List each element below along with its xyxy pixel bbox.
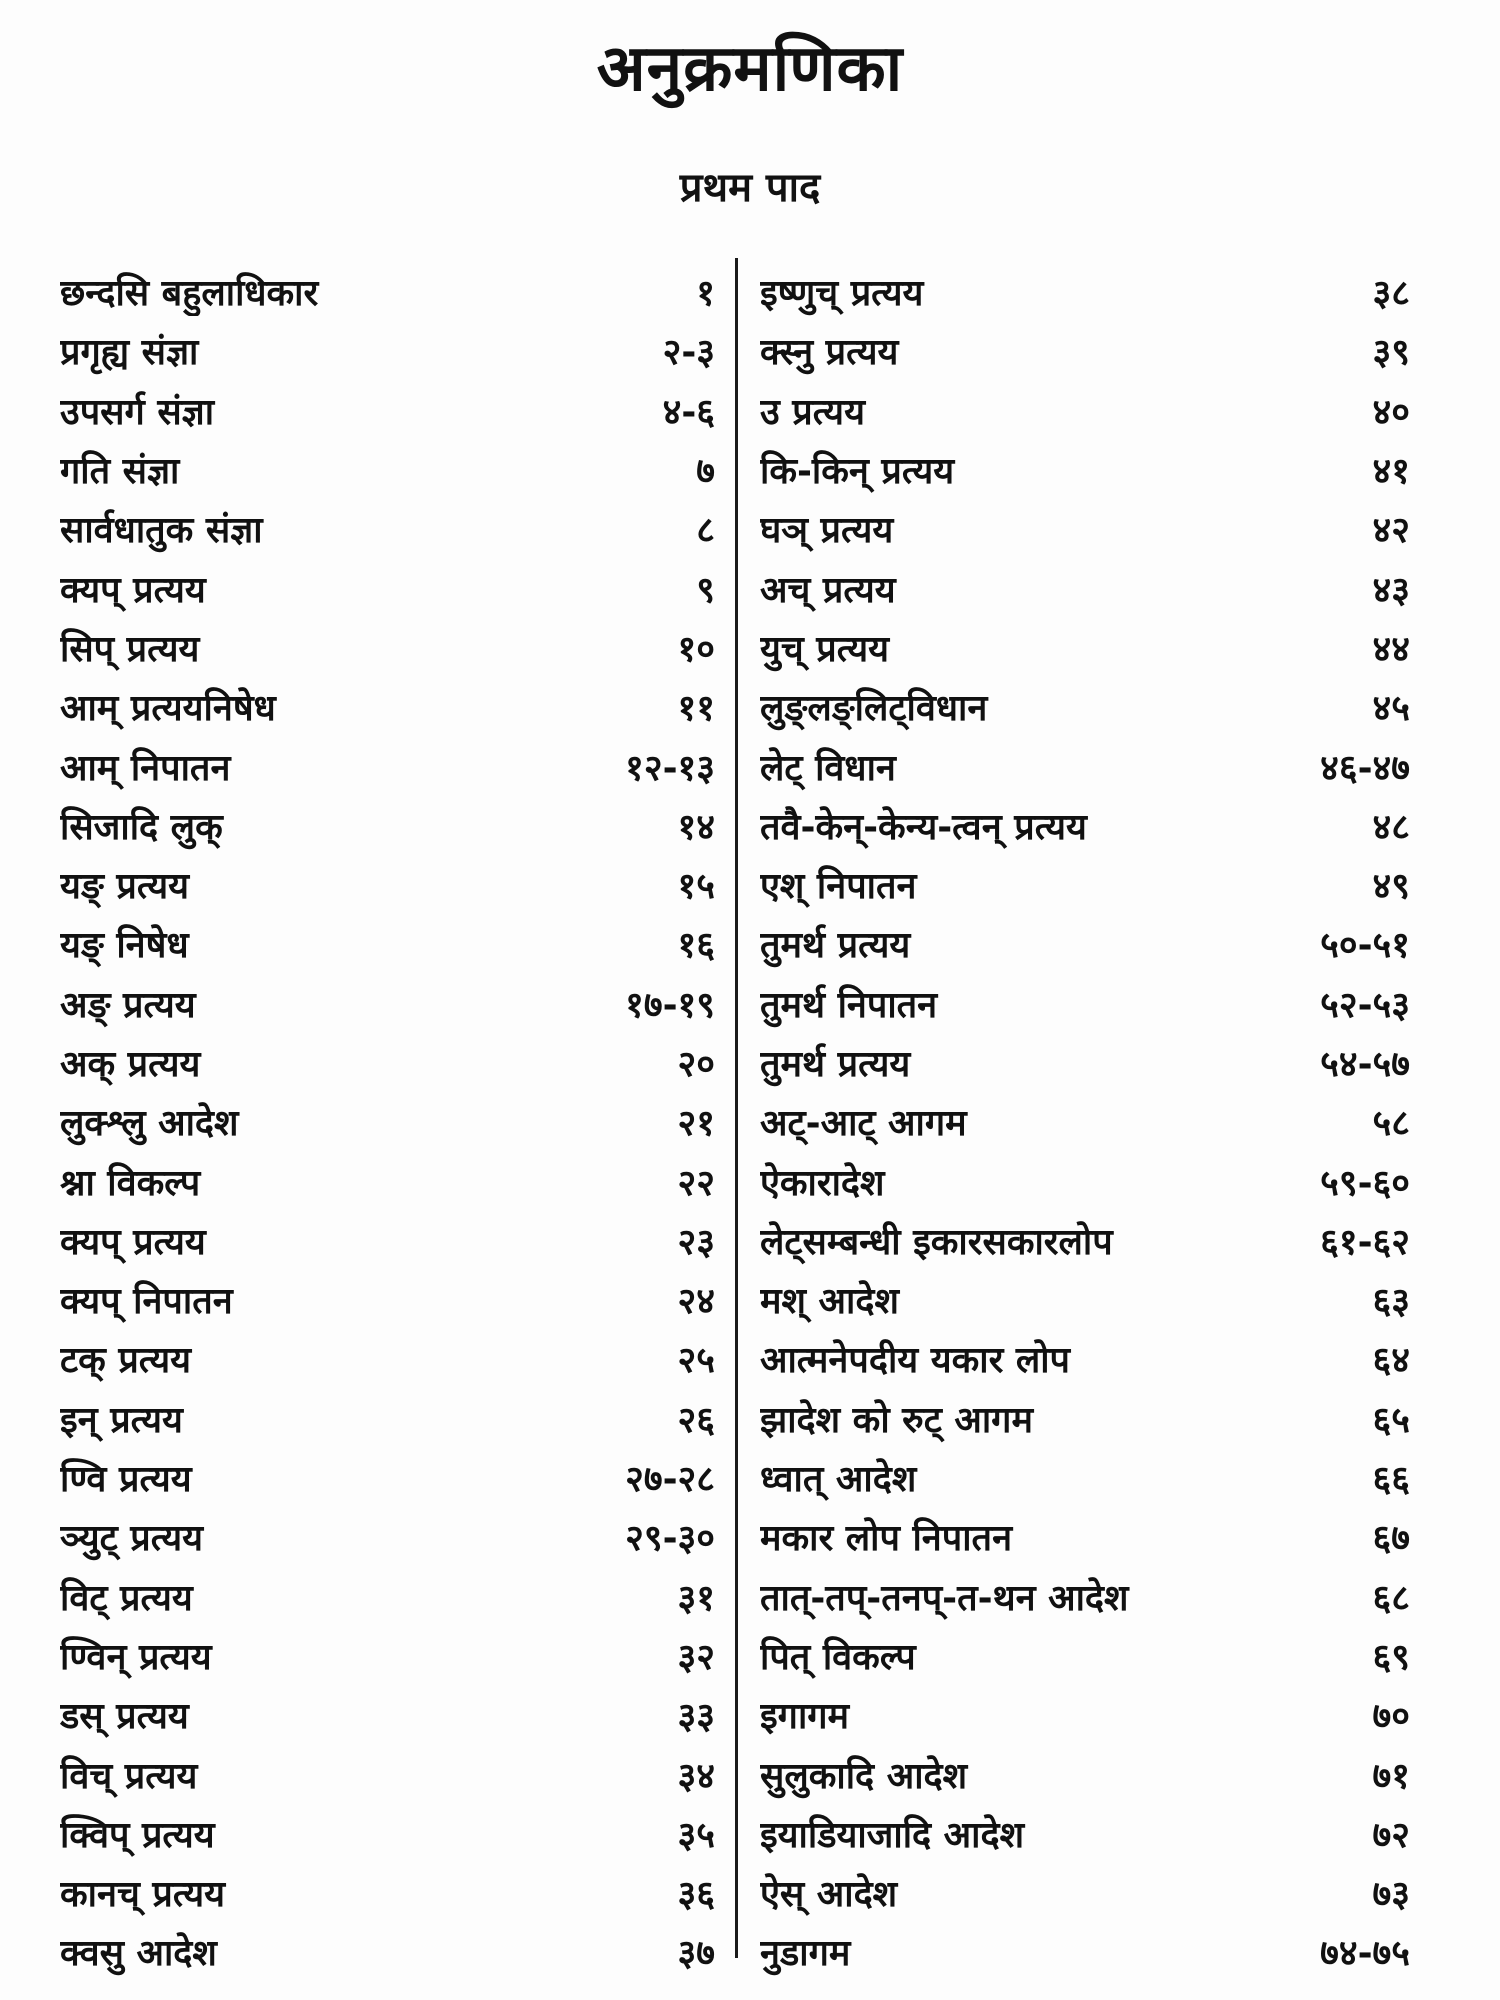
index-entry xyxy=(60,1211,715,1270)
index-entry xyxy=(760,1270,1410,1329)
entry-label: कि-किन् प्रत्यय xyxy=(760,451,955,493)
entry-label: नुडागम xyxy=(760,1933,851,1975)
entry-label: ध्वात् आदेश xyxy=(760,1459,917,1501)
entry-page-number: ५२-५३ xyxy=(1320,984,1410,1026)
entry-page-number: ५४-५७ xyxy=(1320,1044,1410,1085)
page-title: अनुक्रमणिका xyxy=(596,32,904,106)
entry-page-number: ६६ xyxy=(1372,1459,1410,1501)
entry-page-number: ४४ xyxy=(1372,628,1410,670)
entry-page-number: ३१ xyxy=(677,1577,715,1619)
entry-page-number: २३ xyxy=(677,1221,715,1263)
entry-page-number: ४५ xyxy=(1372,688,1410,730)
entry-label: कानच् प्रत्यय xyxy=(60,1874,226,1916)
entry-label: श्ना विकल्प xyxy=(60,1162,201,1204)
entry-page-number: ७ xyxy=(696,451,715,493)
index-entry xyxy=(760,1033,1410,1092)
entry-page-number: ७३ xyxy=(1372,1874,1410,1916)
entry-page-number: ३८ xyxy=(1372,273,1410,315)
entry-label: लेट् विधान xyxy=(760,747,896,789)
entry-page-number: ७१ xyxy=(1372,1755,1410,1797)
index-entry xyxy=(60,321,715,380)
entry-label: तवै-केन्-केन्य-त्वन् प्रत्यय xyxy=(760,806,1087,848)
index-entry xyxy=(60,499,715,558)
entry-label: इगागम xyxy=(760,1696,850,1738)
entry-label: टक् प्रत्यय xyxy=(60,1340,192,1382)
entry-label: आम् निपातन xyxy=(60,747,231,789)
entry-page-number: ४९ xyxy=(1372,866,1410,908)
index-entry xyxy=(760,677,1410,736)
entry-page-number: ३६ xyxy=(677,1874,715,1916)
index-entry xyxy=(760,974,1410,1033)
index-entry xyxy=(760,736,1410,795)
entry-label: झादेश को रुट् आगम xyxy=(760,1399,1033,1441)
index-entry xyxy=(60,1804,715,1863)
index-entry xyxy=(760,558,1410,617)
index-entry xyxy=(60,736,715,795)
entry-label: युच् प्रत्यय xyxy=(760,628,889,670)
index-column-right xyxy=(760,262,1410,1982)
entry-label: घञ् प्रत्यय xyxy=(760,510,894,552)
entry-page-number: २७-२८ xyxy=(625,1459,715,1501)
entry-page-number: ७२ xyxy=(1372,1814,1410,1856)
entry-page-number: २१ xyxy=(677,1103,715,1145)
index-entry xyxy=(60,440,715,499)
entry-label: इष्णुच् प्रत्यय xyxy=(760,273,924,315)
entry-label: यङ् प्रत्यय xyxy=(60,866,190,908)
entry-page-number: ३७ xyxy=(677,1933,715,1975)
entry-label: इन् प्रत्यय xyxy=(60,1399,183,1441)
index-entry xyxy=(60,914,715,973)
index-entry xyxy=(60,1329,715,1388)
entry-page-number: ३४ xyxy=(677,1755,715,1797)
entry-label: तात्-तप्-तनप्-त-थन आदेश xyxy=(760,1577,1129,1619)
entry-label: तुमर्थ प्रत्यय xyxy=(760,925,911,967)
entry-page-number: ६७ xyxy=(1372,1518,1410,1560)
index-entry xyxy=(760,381,1410,440)
entry-label: क्विप् प्रत्यय xyxy=(60,1814,215,1856)
index-entry xyxy=(60,558,715,617)
entry-label: छन्दसि बहुलाधिकार xyxy=(60,273,319,315)
entry-label: अच् प्रत्यय xyxy=(760,569,896,611)
entry-page-number: ४२ xyxy=(1372,510,1410,552)
index-entry xyxy=(760,262,1410,321)
index-entry xyxy=(60,1507,715,1566)
entry-label: लुङ्लङ्लिट्विधान xyxy=(760,688,988,730)
entry-page-number: ३५ xyxy=(677,1814,715,1856)
entry-page-number: २९-३० xyxy=(625,1518,715,1560)
entry-label: सुलुकादि आदेश xyxy=(760,1755,968,1797)
index-entry xyxy=(760,796,1410,855)
entry-page-number: १७-१९ xyxy=(625,984,715,1026)
index-entry xyxy=(760,855,1410,914)
index-entry xyxy=(60,1567,715,1626)
entry-label: सिप् प्रत्यय xyxy=(60,628,200,670)
entry-page-number: २५ xyxy=(677,1340,715,1382)
entry-label: मकार लोप निपातन xyxy=(760,1518,1013,1560)
entry-label: क्यप् प्रत्यय xyxy=(60,1221,206,1263)
entry-page-number: २६ xyxy=(677,1399,715,1441)
entry-page-number: ३९ xyxy=(1372,332,1410,374)
entry-label: सार्वधातुक संज्ञा xyxy=(60,510,263,552)
section-heading: प्रथम पाद xyxy=(679,165,821,211)
entry-page-number: ६९ xyxy=(1372,1636,1410,1678)
entry-label: अट्-आट् आगम xyxy=(760,1103,967,1145)
index-entry xyxy=(60,1744,715,1803)
entry-page-number: ४-६ xyxy=(662,391,715,433)
index-entry xyxy=(60,1270,715,1329)
index-entry xyxy=(760,1685,1410,1744)
entry-label: ञ्युट् प्रत्यय xyxy=(60,1518,203,1560)
entry-page-number: ११ xyxy=(677,688,715,730)
index-entry xyxy=(760,1567,1410,1626)
index-entry xyxy=(760,1744,1410,1803)
index-entry xyxy=(760,1804,1410,1863)
index-column-left xyxy=(60,262,715,1982)
entry-label: विट् प्रत्यय xyxy=(60,1577,193,1619)
index-entry xyxy=(760,618,1410,677)
entry-label: लुक्श्लु आदेश xyxy=(60,1103,239,1145)
index-entry xyxy=(60,974,715,1033)
index-entry xyxy=(60,1092,715,1151)
entry-label: प्रगृह्य संज्ञा xyxy=(60,332,199,374)
entry-label: क्यप् प्रत्यय xyxy=(60,569,206,611)
entry-page-number: २२ xyxy=(677,1162,715,1204)
entry-label: ण्वि प्रत्यय xyxy=(60,1459,192,1501)
index-entry xyxy=(60,262,715,321)
entry-label: आत्मनेपदीय यकार लोप xyxy=(760,1340,1071,1382)
entry-page-number: ५९-६० xyxy=(1320,1162,1410,1204)
entry-page-number: १२-१३ xyxy=(625,747,715,789)
index-entry xyxy=(760,914,1410,973)
index-entry xyxy=(760,440,1410,499)
entry-page-number: ४१ xyxy=(1372,451,1410,493)
entry-page-number: ४६-४७ xyxy=(1320,747,1410,789)
entry-label: अङ् प्रत्यय xyxy=(60,984,196,1026)
entry-label: डस् प्रत्यय xyxy=(60,1696,189,1738)
entry-page-number: ७० xyxy=(1372,1696,1410,1738)
index-entry xyxy=(760,1448,1410,1507)
entry-label: एश् निपातन xyxy=(760,866,917,908)
entry-label: अक् प्रत्यय xyxy=(60,1044,201,1085)
index-entry xyxy=(760,1626,1410,1685)
entry-page-number: ४३ xyxy=(1372,569,1410,611)
index-entry xyxy=(60,1685,715,1744)
index-entry xyxy=(760,321,1410,380)
index-entry xyxy=(760,1211,1410,1270)
entry-page-number: १६ xyxy=(677,925,715,967)
entry-label: पित् विकल्प xyxy=(760,1636,916,1678)
index-entry xyxy=(760,1092,1410,1151)
entry-page-number: ६८ xyxy=(1372,1577,1410,1619)
entry-page-number: ६५ xyxy=(1372,1399,1410,1441)
entry-label: लेट्सम्बन्धी इकारसकारलोप xyxy=(760,1221,1113,1263)
entry-page-number: २४ xyxy=(677,1281,715,1323)
entry-label: तुमर्थ निपातन xyxy=(760,984,938,1026)
index-entry xyxy=(760,499,1410,558)
column-divider xyxy=(735,258,738,1958)
entry-label: क्यप् निपातन xyxy=(60,1281,233,1323)
entry-page-number: १० xyxy=(677,628,715,670)
entry-label: ऐस् आदेश xyxy=(760,1874,898,1916)
entry-page-number: ७४-७५ xyxy=(1320,1933,1410,1975)
entry-page-number: ६१-६२ xyxy=(1320,1221,1410,1263)
entry-page-number: १ xyxy=(696,273,715,315)
index-entry xyxy=(60,855,715,914)
entry-page-number: ८ xyxy=(696,510,715,552)
index-entry xyxy=(60,1151,715,1210)
entry-page-number: ४८ xyxy=(1372,806,1410,848)
index-entry xyxy=(60,1389,715,1448)
entry-label: विच् प्रत्यय xyxy=(60,1755,198,1797)
index-entry xyxy=(760,1329,1410,1388)
entry-label: यङ् निषेध xyxy=(60,925,189,967)
index-entry xyxy=(60,796,715,855)
index-entry xyxy=(760,1922,1410,1981)
entry-page-number: ५०-५१ xyxy=(1320,925,1410,967)
entry-label: उ प्रत्यय xyxy=(760,391,865,433)
index-entry xyxy=(60,1033,715,1092)
entry-label: तुमर्थ प्रत्यय xyxy=(760,1044,911,1085)
entry-label: इयाडियाजादि आदेश xyxy=(760,1814,1025,1856)
entry-label: ऐकारादेश xyxy=(760,1162,885,1204)
index-entry xyxy=(760,1863,1410,1922)
entry-label: गति संज्ञा xyxy=(60,451,180,493)
index-entry xyxy=(60,618,715,677)
index-entry xyxy=(60,1863,715,1922)
index-entry xyxy=(760,1389,1410,1448)
entry-label: उपसर्ग संज्ञा xyxy=(60,391,215,433)
entry-page-number: ३२ xyxy=(677,1636,715,1678)
index-entry xyxy=(60,1922,715,1981)
entry-label: मश् आदेश xyxy=(760,1281,899,1323)
entry-label: आम् प्रत्ययनिषेध xyxy=(60,688,276,730)
index-entry xyxy=(60,1626,715,1685)
entry-page-number: २० xyxy=(677,1044,715,1085)
entry-label: ण्विन् प्रत्यय xyxy=(60,1636,212,1678)
entry-page-number: ३३ xyxy=(677,1696,715,1738)
index-entry xyxy=(60,381,715,440)
entry-page-number: १५ xyxy=(677,866,715,908)
entry-label: क्स्नु प्रत्यय xyxy=(760,332,899,374)
entry-page-number: ६४ xyxy=(1372,1340,1410,1382)
entry-page-number: ९ xyxy=(696,569,715,611)
entry-page-number: ४० xyxy=(1372,391,1410,433)
entry-page-number: ५८ xyxy=(1372,1103,1410,1145)
entry-label: सिजादि लुक् xyxy=(60,806,223,848)
entry-page-number: १४ xyxy=(677,806,715,848)
index-entry xyxy=(760,1507,1410,1566)
entry-page-number: ६३ xyxy=(1372,1281,1410,1323)
index-entry xyxy=(60,1448,715,1507)
entry-label: क्वसु आदेश xyxy=(60,1933,217,1975)
entry-page-number: २-३ xyxy=(662,332,715,374)
index-entry xyxy=(60,677,715,736)
index-entry xyxy=(760,1151,1410,1210)
